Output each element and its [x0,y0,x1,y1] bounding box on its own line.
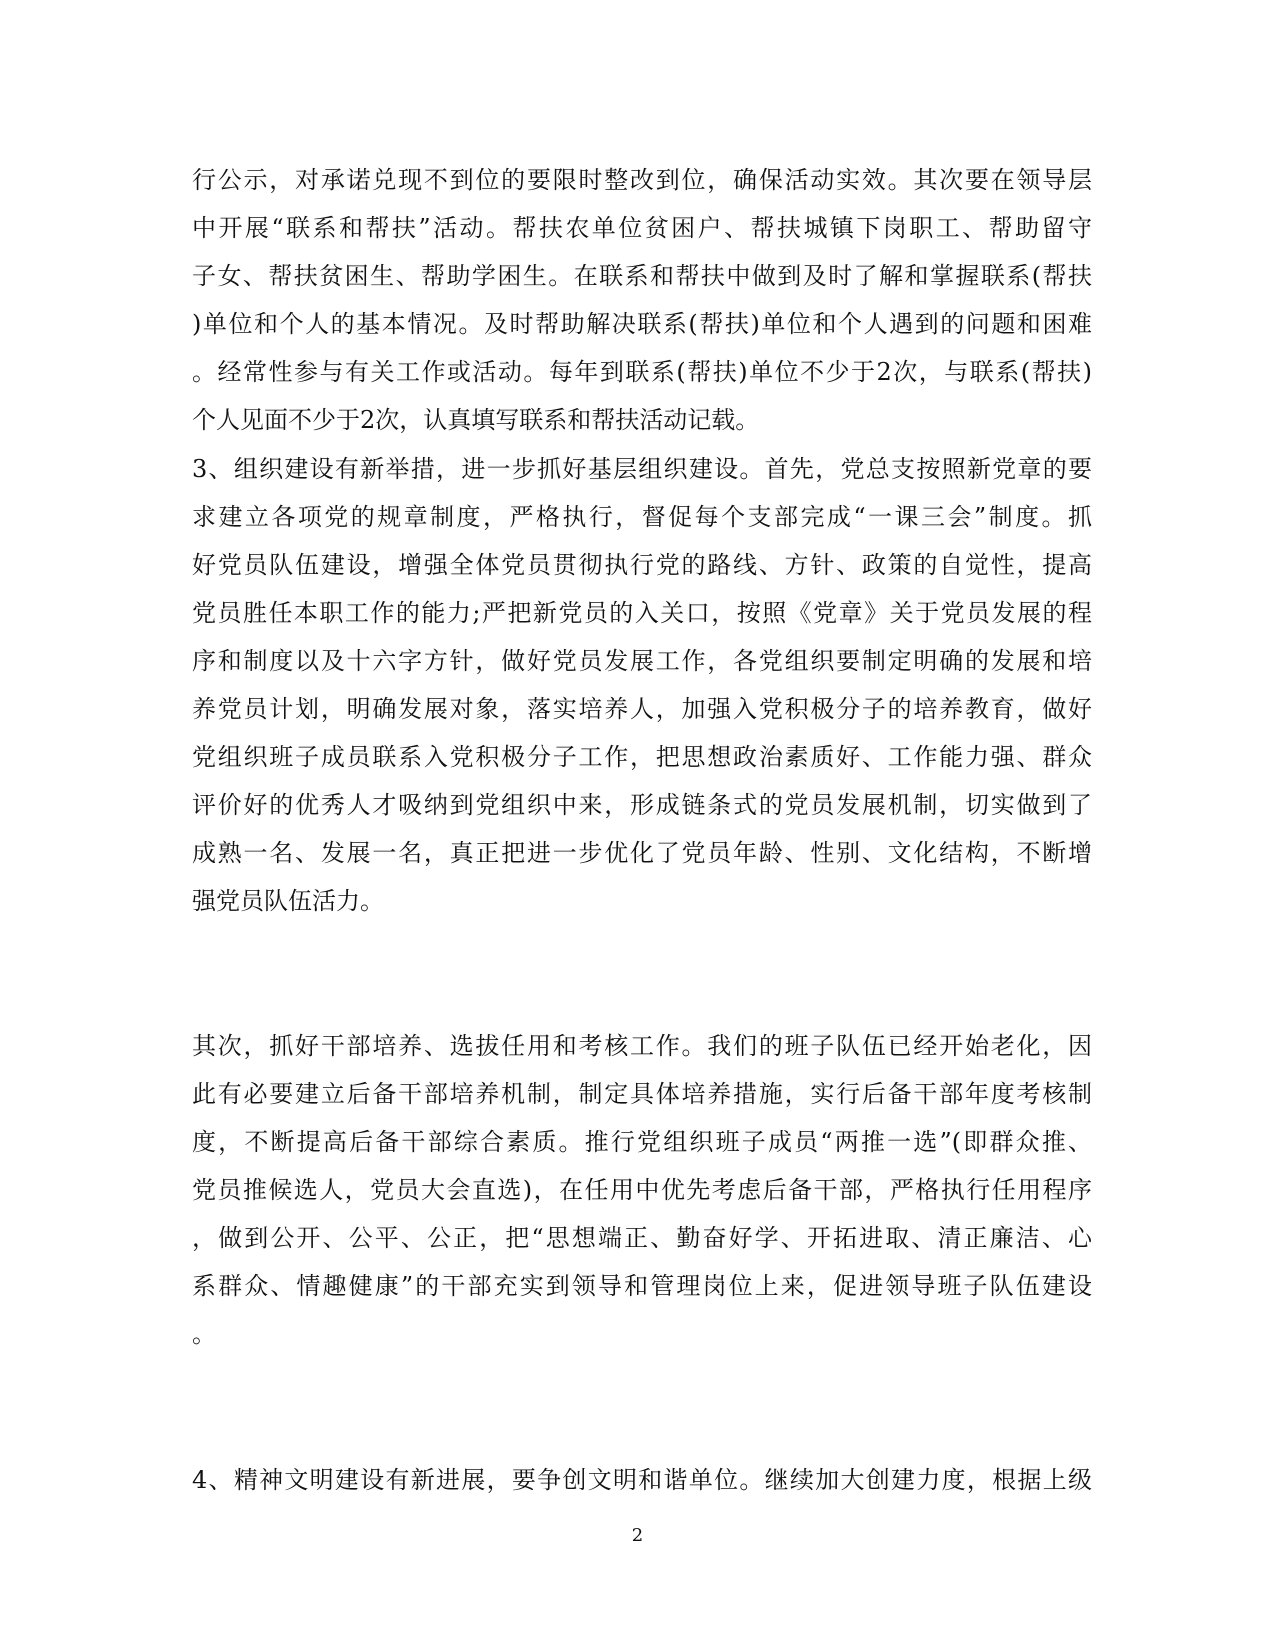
text-line: 个人见面不少于2次，认真填写联系和帮扶活动记载。 [192,406,760,434]
text-line: 子女、帮扶贫困生、帮助学困生。在联系和帮扶中做到及时了解和掌握联系(帮扶 [192,262,1092,290]
text-line: 。经常性参与有关工作或活动。每年到联系(帮扶)单位不少于2次，与联系(帮扶) [192,358,1092,386]
text-line: 评价好的优秀人才吸纳到党组织中来，形成链条式的党员发展机制，切实做到了 [192,791,1092,819]
text-line: 养党员计划，明确发展对象，落实培养人，加强入党积极分子的培养教育，做好 [192,695,1092,723]
text-line: 党员胜任本职工作的能力;严把新党员的入关口，按照《党章》关于党员发展的程 [192,599,1092,627]
text-line: 好党员队伍建设，增强全体党员贯彻执行党的路线、方针、政策的自觉性，提高 [192,551,1092,579]
text-line: ，做到公开、公平、公正，把“思想端正、勤奋好学、开拓进取、清正廉洁、心 [192,1224,1092,1252]
paragraph-spiritual-civilization [192,1456,1092,1504]
text-line: 4、精神文明建设有新进展，要争创文明和谐单位。继续加大创建力度，根据上级 [192,1466,1092,1494]
text-line: 中开展“联系和帮扶”活动。帮扶农单位贫困户、帮扶城镇下岗职工、帮助留守 [192,214,1092,242]
text-line: 党员推候选人，党员大会直选)，在任用中优先考虑后备干部，严格执行任用程序 [192,1176,1092,1204]
text-line: 此有必要建立后备干部培养机制，制定具体培养措施，实行后备干部年度考核制 [192,1080,1092,1108]
paragraph-organization-building [192,445,1092,925]
text-line: 强党员队伍活力。 [192,887,384,915]
paragraph-contact-and-assistance [192,156,1092,444]
text-line: 度，不断提高后备干部综合素质。推行党组织班子成员“两推一选”(即群众推、 [192,1128,1092,1156]
text-line: 其次，抓好干部培养、选拔任用和考核工作。我们的班子队伍已经开始老化，因 [192,1032,1092,1060]
text-line: 行公示，对承诺兑现不到位的要限时整改到位，确保活动实效。其次要在领导层 [192,166,1092,194]
text-line: )单位和个人的基本情况。及时帮助解决联系(帮扶)单位和个人遇到的问题和困难 [192,310,1092,338]
text-line: 党组织班子成员联系入党积极分子工作，把思想政治素质好、工作能力强、群众 [192,743,1092,771]
text-line: 成熟一名、发展一名，真正把进一步优化了党员年龄、性别、文化结构，不断增 [192,839,1092,867]
text-line: 求建立各项党的规章制度，严格执行，督促每个支部完成“一课三会”制度。抓 [192,503,1092,531]
paragraph-cadre-training [192,1022,1092,1358]
text-line: 3、组织建设有新举措，进一步抓好基层组织建设。首先，党总支按照新党章的要 [192,455,1092,483]
page-number: 2 [631,1525,644,1546]
text-line: 序和制度以及十六字方针，做好党员发展工作，各党组织要制定明确的发展和培 [192,647,1092,675]
text-line: 。 [192,1320,216,1348]
text-line: 系群众、情趣健康”的干部充实到领导和管理岗位上来，促进领导班子队伍建设 [192,1272,1092,1300]
